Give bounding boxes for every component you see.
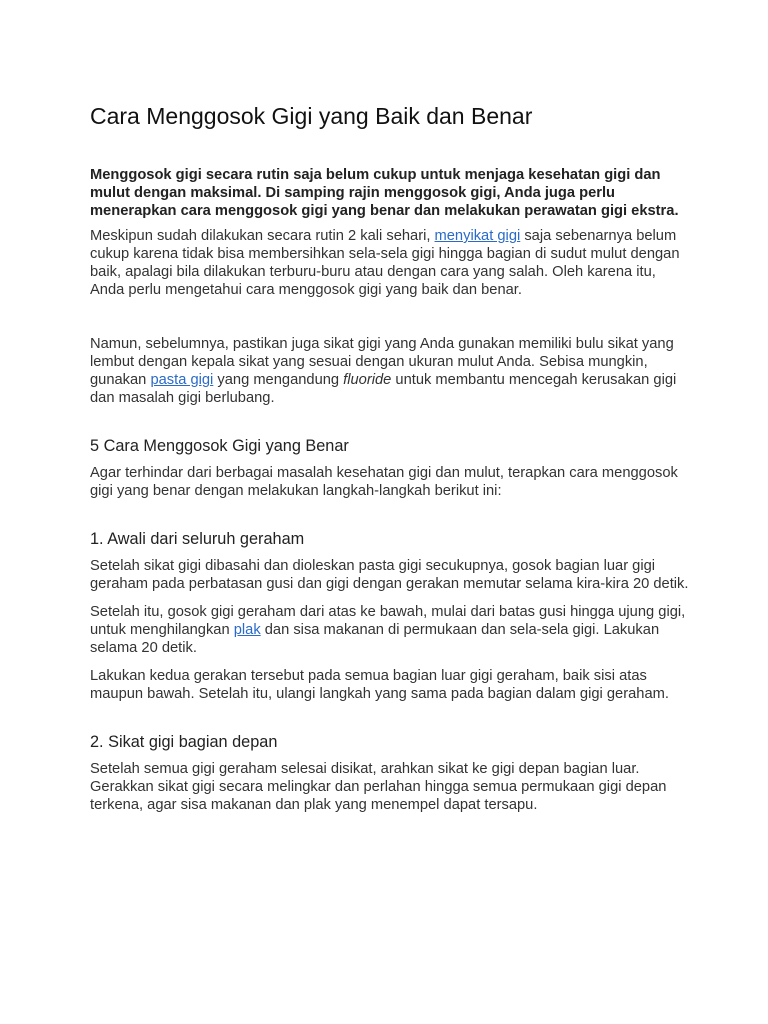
link-menyikat-gigi[interactable]: menyikat gigi — [434, 228, 521, 244]
text-span: untuk membantu mencegah kerusakan gigi dan masalah gigi berlubang. — [90, 372, 677, 406]
text-span: dan sisa makanan di permukaan dan sela-sela gigi. Lakukan selama 20 detik. — [90, 622, 660, 656]
text-span: saja sebenarnya belum cukup karena tidak bisa membersihkan sela-sela gigi hingga bagian di sudut mulut dengan baik, apalagi bila dilakukan terburu-buru atau dengan cara yang salah. Oleh karena itu, Anda perlu mengetahui cara menggosok gigi yang baik dan benar. — [90, 228, 680, 298]
link-plak[interactable]: plak — [233, 622, 261, 638]
step-2-heading: 2. Sikat gigi bagian depan — [90, 733, 278, 751]
section-intro: Agar terhindar dari berbagai masalah kesehatan gigi dan mulut, terapkan cara menggosok gigi yang benar dengan melakukan langkah-langkah berikut ini: — [90, 465, 678, 499]
step-1-paragraph-2 — [90, 603, 690, 657]
step-1-paragraph-1: Setelah sikat gigi dibasahi dan dioleskan pasta gigi secukupnya, gosok bagian luar gigi geraham pada perbatasan gusi dan gigi dengan gerakan memutar selama kira-kira 20 detik. — [90, 558, 689, 592]
text-span: yang mengandung — [213, 372, 344, 388]
text-span: Setelah itu, gosok gigi geraham dari atas ke bawah, mulai dari batas gusi hingga ujung gigi, untuk menghilangkan — [90, 604, 686, 638]
paragraph-intro-1 — [90, 227, 690, 299]
paragraph-intro-2 — [90, 335, 690, 407]
article-body — [90, 100, 690, 814]
step-1-heading: 1. Awali dari seluruh geraham — [90, 530, 305, 548]
page-title: Cara Menggosok Gigi yang Baik dan Benar — [90, 103, 533, 129]
italic-term: fluoride — [343, 372, 392, 388]
step-1-paragraph-3: Lakukan kedua gerakan tersebut pada semua bagian luar gigi geraham, baik sisi atas maupun bawah. Setelah itu, ulangi langkah yang sama pada bagian dalam gigi geraham. — [90, 668, 669, 702]
step-2-paragraph-1: Setelah semua gigi geraham selesai disikat, arahkan sikat ke gigi depan bagian luar. Gerakkan sikat gigi secara melingkar dan perlahan hingga semua permukaan gigi depan terkena, agar sisa makanan dan plak yang menempel dapat tersapu. — [90, 761, 667, 813]
lead-paragraph: Menggosok gigi secara rutin saja belum cukup untuk menjaga kesehatan gigi dan mulut dengan maksimal. Di samping rajin menggosok gigi, Anda juga perlu menerapkan cara menggosok gigi yang benar dan melakukan perawatan gigi ekstra. — [90, 167, 679, 219]
text-span: Namun, sebelumnya, pastikan juga sikat gigi yang Anda gunakan memiliki bulu sikat yang lembut dengan kepala sikat yang sesuai dengan ukuran mulut Anda. Sebisa mungkin, gunakan — [90, 336, 674, 388]
text-span: Meskipun sudah dilakukan secara rutin 2 kali sehari, — [90, 228, 435, 244]
link-pasta-gigi[interactable]: pasta gigi — [150, 372, 214, 388]
section-heading: 5 Cara Menggosok Gigi yang Benar — [90, 437, 349, 455]
